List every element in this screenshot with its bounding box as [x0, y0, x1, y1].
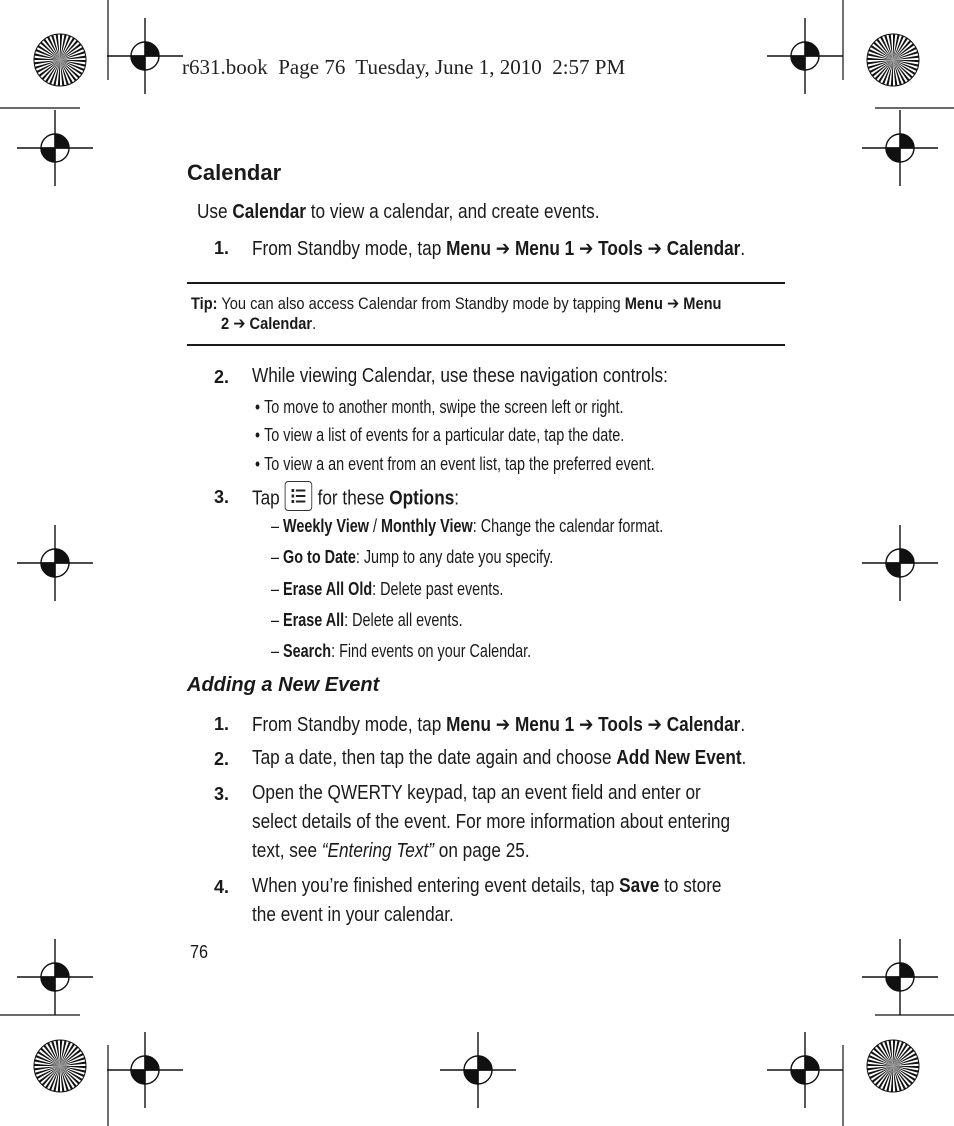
step-1-text: From Standby mode, tap Menu ➔ Menu 1 ➔ Tools ➔ Calendar. [252, 238, 746, 260]
bullet-item: • To view a list of events for a particular date, tap the date. [255, 425, 625, 445]
step-number: 2. [214, 749, 230, 769]
tip-line-2: 2 ➔ Calendar. [221, 314, 317, 333]
starburst-mark [34, 34, 86, 86]
menu-list-icon [285, 481, 313, 511]
tip-rule-top [187, 282, 785, 284]
option-item: – Go to Date: Jump to any date you specify. [271, 547, 554, 567]
step-number: 1. [214, 238, 230, 258]
step-2-text: While viewing Calendar, use these navigation controls: [252, 365, 668, 387]
step-3-text: Tap for these Options: [252, 484, 459, 514]
add-step-3-line-2: select details of the event. For more information about entering [252, 811, 731, 833]
option-item: – Weekly View / Monthly View: Change the calendar format. [271, 516, 664, 536]
add-step-4-line-1: When you’re finished entering event details, tap Save to store [252, 875, 722, 897]
registration-target [107, 1032, 183, 1108]
print-header: r631.book Page 76 Tuesday, June 1, 2010 2:57 PM [182, 55, 626, 79]
step-number: 4. [214, 877, 230, 897]
registration-target [862, 110, 938, 186]
registration-target [862, 525, 938, 601]
bullet-item: • To move to another month, swipe the screen left or right. [255, 397, 624, 417]
registration-target [107, 18, 183, 94]
add-step-1-text: From Standby mode, tap Menu ➔ Menu 1 ➔ Tools ➔ Calendar. [252, 714, 746, 736]
add-step-4-line-2: the event in your calendar. [252, 904, 454, 926]
registration-target [17, 110, 93, 186]
subsection-title: Adding a New Event [187, 674, 380, 696]
option-item: – Erase All Old: Delete past events. [271, 579, 504, 599]
registration-target [17, 525, 93, 601]
starburst-mark [867, 1040, 919, 1092]
intro-text: Use Calendar to view a calendar, and create events. [197, 201, 600, 223]
registration-target [17, 939, 93, 1015]
step-number: 3. [214, 487, 230, 507]
tip-line-1: Tip: You can also access Calendar from Standby mode by tapping Menu ➔ Menu [191, 294, 722, 313]
starburst-mark [867, 34, 919, 86]
bullet-item: • To view a an event from an event list, tap the preferred event. [255, 454, 655, 474]
section-title: Calendar [187, 160, 282, 185]
registration-target [862, 939, 938, 1015]
tip-rule-bottom [187, 344, 785, 346]
registration-target [440, 1032, 516, 1108]
step-number: 1. [214, 714, 230, 734]
starburst-mark [34, 1040, 86, 1092]
registration-target [767, 18, 843, 94]
add-step-3-line-1: Open the QWERTY keypad, tap an event field and enter or [252, 782, 701, 804]
option-item: – Search: Find events on your Calendar. [271, 641, 532, 661]
step-number: 3. [214, 784, 230, 804]
add-step-3-line-3: text, see “Entering Text” on page 25. [252, 840, 530, 862]
add-step-2-text: Tap a date, then tap the date again and choose Add New Event. [252, 747, 747, 769]
step-number: 2. [214, 367, 230, 387]
registration-target [767, 1032, 843, 1108]
page-number: 76 [190, 942, 209, 962]
option-item: – Erase All: Delete all events. [271, 610, 463, 630]
